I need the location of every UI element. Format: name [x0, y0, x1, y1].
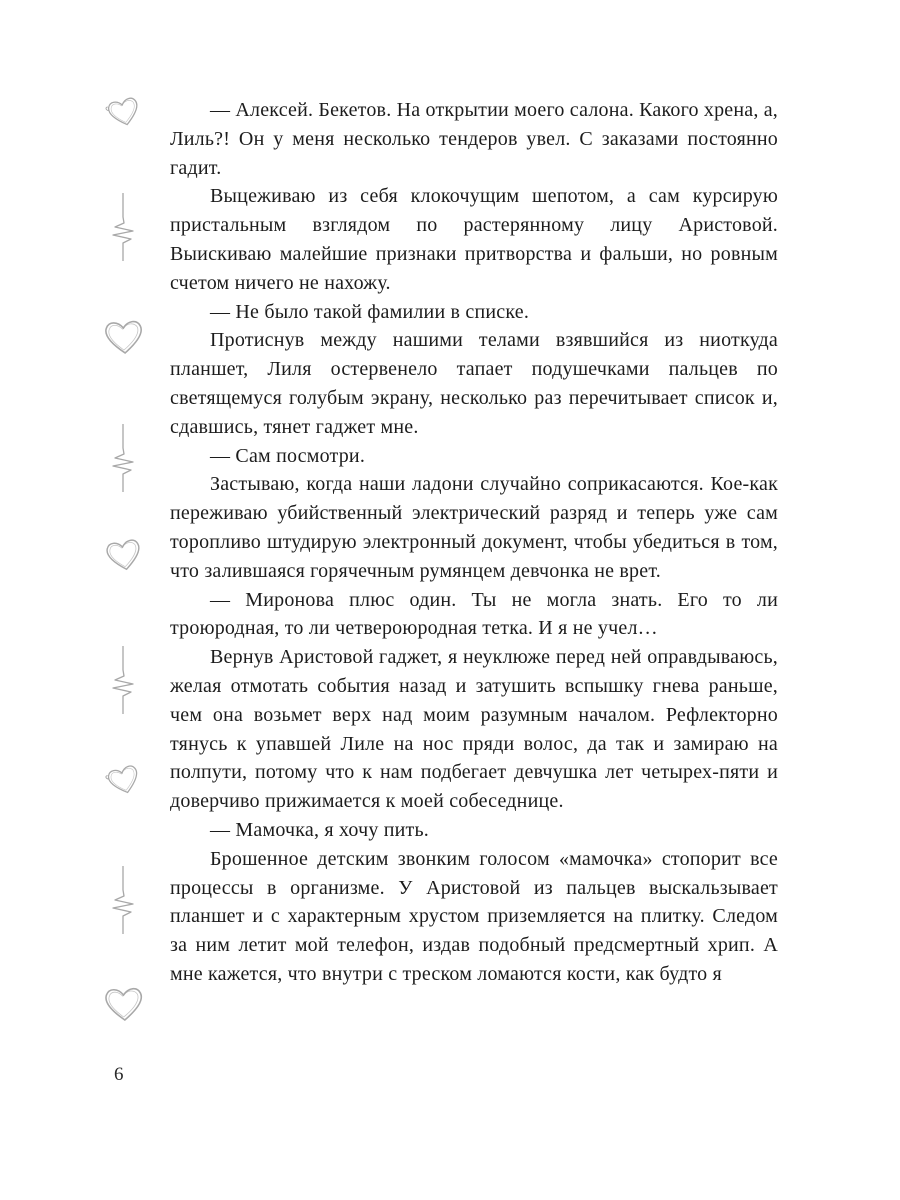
page-number: 6 [114, 1064, 124, 1085]
heart-icon [100, 533, 148, 578]
paragraph: Выцеживаю из себя клокочущим шепотом, а сам курсирую пристальным взглядом по растерянному лицу Аристовой. Выискиваю малейшие признаки притворства и фальши, но ровным счетом ничего не нахожу. [170, 185, 778, 294]
paragraph: Брошенное детским звонким голосом «мамочка» стопорит все процессы в организме. У Аристовой из пальцев выскальзывает планшет и с характерным хрустом приземляется на плитку. Следом за ним летит мой телефон, издав подобный предсмертный хрип. А мне кажется, что внутри с треском ломаются кости, как будто я [170, 847, 778, 985]
paragraph-dialogue: — Не было такой фамилии в списке. [210, 300, 530, 323]
heartbeat-icon [111, 424, 137, 492]
paragraph-dialogue: — Сам посмотри. [210, 444, 366, 467]
paragraph-dialogue: — Алексей. Бекетов. На открытии моего салона. Какого хрена, а, Лиль?! Он у меня несколько тендеров увел. С заказами постоянно гадит. [170, 99, 779, 179]
paragraph: Вернув Аристовой гаджет, я неуклюже перед ней оправдываюсь, желая отмотать события назад и затушить вспышку гнева раньше, чем она возьмет верх над моим разумным началом. Рефлекторно тянусь к упавшей Лиле на нос пряди волос, да так и замираю на полпути, потому что к нам подбегает девчушка лет четырех-пяти и доверчиво прижимается к моей собеседнице. [170, 646, 778, 813]
heart-icon [100, 982, 148, 1026]
paragraph: Протиснув между нашими телами взявшийся из ниоткуда планшет, Лиля остервенело тапает подушечками пальцев по светящемуся голубым экрану, несколько раз перечитывает список и, сдавшись, тянет гаджет мне. [170, 329, 778, 438]
heart-icon [100, 314, 149, 359]
heart-icon [100, 758, 148, 802]
paragraph-dialogue: — Мамочка, я хочу пить. [210, 818, 429, 841]
heartbeat-icon [111, 193, 137, 261]
heart-icon [100, 91, 147, 134]
paragraph-dialogue: — Миронова плюс один. Ты не могла знать. Его то ли троюродная, то ли четвероюродная тетка. И я не учел… [170, 588, 778, 640]
paragraph: Застываю, когда наши ладони случайно соприкасаются. Кое-как переживаю убийственный электрический разряд и теперь уже сам торопливо штудирую электронный документ, чтобы убедиться в том, что залившаяся горячечным румянцем девчонка не врет. [170, 473, 778, 582]
heartbeat-icon [111, 866, 137, 934]
heartbeat-icon [111, 646, 137, 714]
margin-decoration-rail [92, 0, 156, 1200]
body-text [170, 96, 778, 989]
